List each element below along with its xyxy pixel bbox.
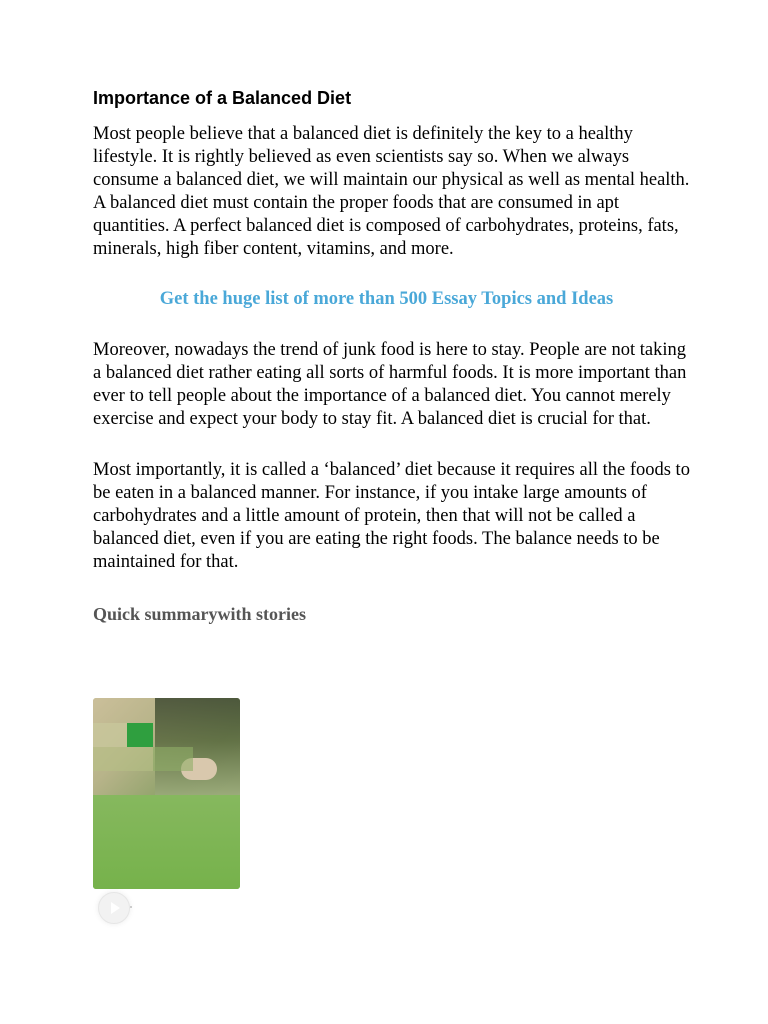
essay-topics-link[interactable]: Get the huge list of more than 500 Essay Topics and Ideas [159, 289, 614, 309]
story-green-overlay [93, 795, 240, 889]
summary-heading: Quick summarywith stories [93, 604, 306, 624]
play-indicator-dot [130, 906, 132, 908]
document-body [93, 86, 693, 626]
paragraph-junk-food: Moreover, nowadays the trend of junk food is here to stay. People are not taking a balanced diet rather eating all sorts of harmful foods. It is more important than ever to tell people about the importance of a balanced diet. You cannot merely exercise and expect your body to stay fit. A balanced diet is crucial for that. [93, 340, 687, 429]
play-icon[interactable] [98, 892, 130, 924]
story-thumbnail[interactable] [93, 698, 240, 889]
story-tile [93, 747, 153, 771]
story-tile [93, 723, 127, 747]
paragraph-balanced-manner: Most importantly, it is called a ‘balanced’ diet because it requires all the foods to be eaten in a balanced manner. For instance, if you intake large amounts of carbohydrates and a little amount of protein, then that will not be called a balanced diet, even if you are eating the right foods. The balance needs to be maintained for that. [93, 460, 690, 572]
story-tile [153, 747, 193, 771]
page-title: Importance of a Balanced Diet [93, 88, 352, 108]
story-tile-green [127, 723, 153, 747]
paragraph-intro: Most people believe that a balanced diet is definitely the key to a healthy lifestyle. It is rightly believed as even scientists say so. When we always consume a balanced diet, we will maintain our physical as well as mental health. A balanced diet must contain the proper foods that are consumed in apt quantities. A perfect balanced diet is composed of carbohydrates, proteins, fats, minerals, high fiber content, vitamins, and more. [93, 124, 690, 259]
